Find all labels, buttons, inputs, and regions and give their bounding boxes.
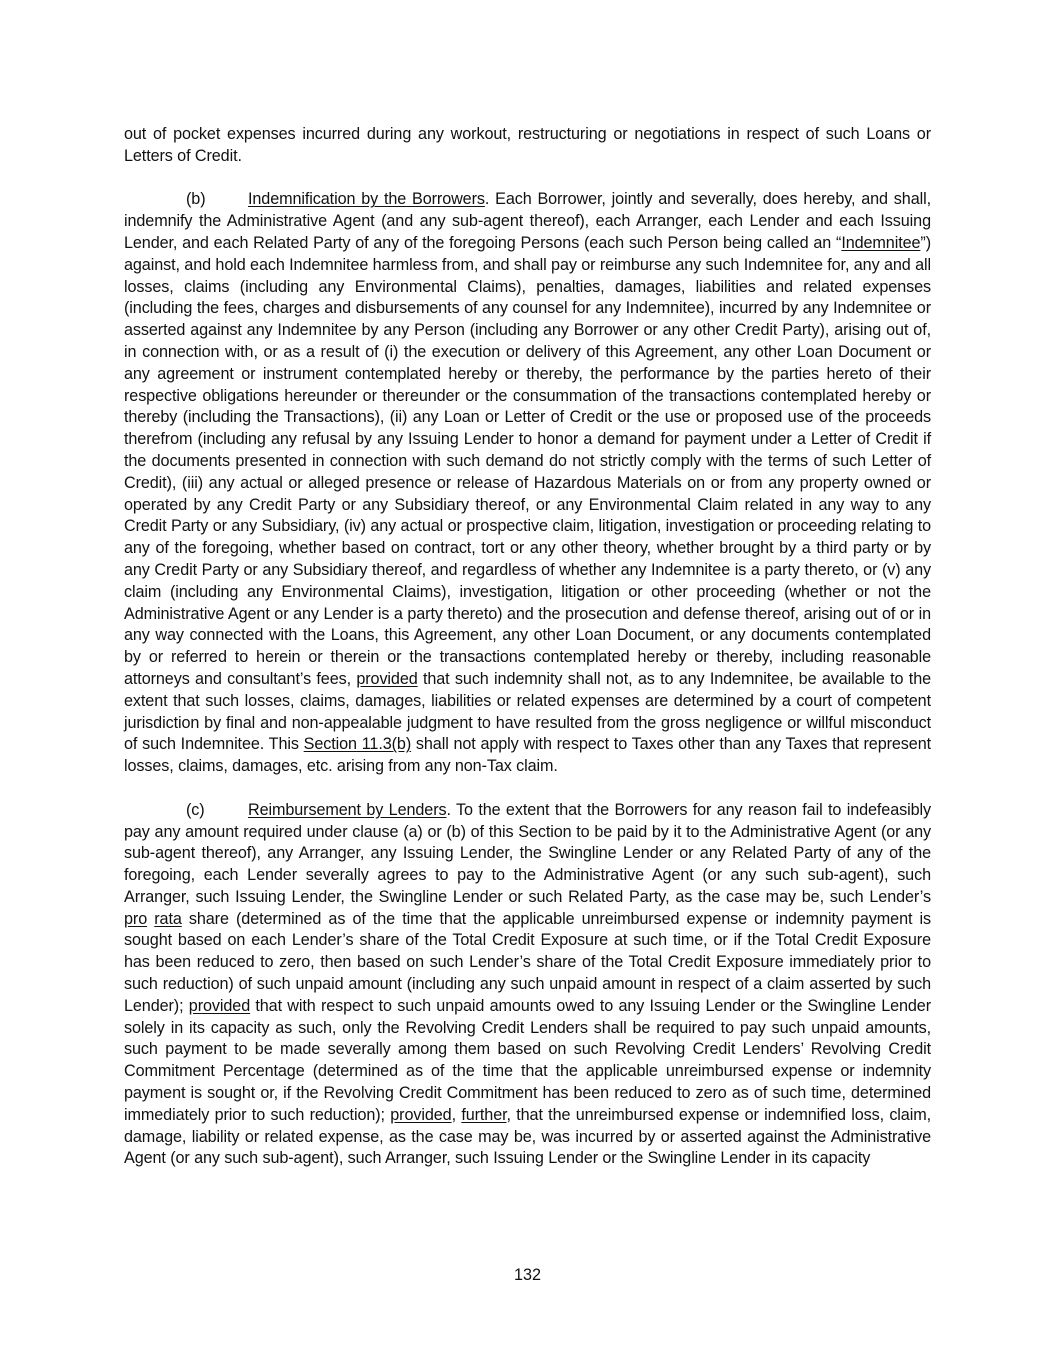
section-b-heading: Indemnification by the Borrowers [248, 190, 485, 209]
section-c-proviso-1: provided [188, 996, 251, 1015]
section-c-proviso-2: provided [390, 1105, 452, 1124]
section-b-label: (b) [186, 190, 206, 209]
section-b-text-2: ”) against, and hold each Indemnitee harmless from, and shall pay or reimburse any such Indemnitee for, any and all losses, claims (including any Environmental Claims), penalties, damages, liabilities and related expenses (including the fees, charges and disbursements of any counsel for any Indemnitee), incurred by any Indemnitee or asserted against any Indemnitee by any Person (including any Borrower or any other Credit Party), arising out of, in connection with, or as a result of (i) the execution or delivery of this Agreement, any other Loan Document or any agreement or instrument contemplated hereby or thereby, the performance by the parties hereto of their respective obligations hereunder or thereunder or the consummation of the transactions contemplated hereby or thereby (including the Transactions), (ii) any Loan or Letter of Credit or the use or proposed use of the proceeds therefrom (including any refusal by any Issuing Lender to honor a demand for payment under a Letter of Credit if the documents presented in connection with such demand do not strictly comply with the terms of such Letter of Credit), (iii) any actual or alleged presence or release of Hazardous Materials on or from any property owned or operated by any Credit Party or any Subsidiary thereof, or any Environmental Claim related in any way to any Credit Party or any Subsidiary, (iv) any actual or prospective claim, litigation, investigation or proceeding relating to any of the foregoing, whether based on contract, tort or any other theory, whether brought by a third party or by any Credit Party or any Subsidiary thereof, and regardless of whether any Indemnitee is a party thereto, or (v) any claim (including any Environmental Claims), investigation, litigation or other proceeding (whether or not the Administrative Agent or any Lender is a party thereto) and the prosecution and defense thereof, arising out of or in any way connected with the Loans, this Agreement, any other Loan Document, or any documents contemplated by or referred to herein or therein or the transactions contemplated hereby or thereby, including reasonable attorneys and consultant’s fees, [124, 233, 931, 688]
continuation-text: out of pocket expenses incurred during any workout, restructuring or negotiations in respect of such Loans or Letters of Credit. [124, 125, 931, 165]
section-reference: Section 11.3(b) [303, 735, 412, 754]
section-c-text-4: , that the unreimbursed expense or indemnified loss, claim, damage, liability or related expense, as the case may be, was incurred by or asserted against the Administrative Agent (or any such sub-agent), such Arranger, such Issuing Lender or the Swingline Lender in its capacity [124, 1105, 931, 1168]
section-b-proviso: provided [356, 669, 418, 688]
section-c-text-3: that with respect to such unpaid amounts owed to any Issuing Lender or the Swingline Lender solely in its capacity as such, only the Revolving Credit Lenders shall be required to pay such unpaid amounts, such payment to be made severally among them based on such Revolving Credit Lenders’ Revolving Credit Commitment Percentage (determined as of the time that the applicable unreimbursed expense or indemnity payment is sought or, if the Revolving Credit Commitment has been reduced to zero as of such time, determined immediately prior to such reduction); [124, 996, 931, 1124]
section-c-comma: , [451, 1105, 462, 1124]
section-b-text-4: shall not apply with respect to Taxes other than any Taxes that represent losses, claims, damages, etc. arising from any non-Tax claim. [124, 735, 932, 776]
rata-term: rata [154, 909, 182, 928]
page-number: 132 [513, 1266, 541, 1284]
section-c-heading: Reimbursement by Lenders [248, 800, 447, 819]
section-c-text-1: . To the extent that the Borrowers for any reason fail to indefeasibly pay any amount required under clause (a) or (b) of this Section to be paid by it to the Administrative Agent (or any sub-agent thereof), any Arranger, any Issuing Lender, the Swingline Lender or any Related Party of any of the foregoing, each Lender severally agrees to pay to the Administrative Agent (or any such sub-agent), such Arranger, such Issuing Lender, the Swingline Lender or such Related Party, as the case may be, such Lender’s [124, 800, 931, 906]
section-b-paragraph [124, 189, 931, 778]
section-c-paragraph [124, 800, 931, 1171]
pro-term: pro [124, 909, 148, 928]
continuation-paragraph [124, 124, 931, 168]
section-c-label: (c) [186, 800, 205, 819]
document-body [124, 124, 931, 1192]
section-b-text-3: that such indemnity shall not, as to any Indemnitee, be available to the extent that such losses, claims, damages, liabilities or related expenses are determined by a court of competent jurisdiction by final and non-appealable judgment to have resulted from the gross negligence or willful misconduct of such Indemnitee. This [124, 669, 931, 754]
section-c-text-2: share (determined as of the time that the applicable unreimbursed expense or indemnity payment is sought based on each Lender’s share of the Total Credit Exposure at such time, or if the Total Credit Exposure has been reduced to zero, then based on such Lender’s share of the Total Credit Exposure immediately prior to such reduction) of such unpaid amount (including any such unpaid amount in respect of a claim asserted by such Lender); [124, 909, 931, 1015]
section-c-further: further [461, 1105, 507, 1124]
defined-term-indemnitee: Indemnitee [841, 233, 921, 252]
section-b-text-1: . Each Borrower, jointly and severally, does hereby, and shall, indemnify the Administrative Agent (and any sub-agent thereof), each Arranger, each Lender and each Issuing Lender, and each Related Party of any of the foregoing Persons (each such Person being called an “ [124, 190, 931, 252]
